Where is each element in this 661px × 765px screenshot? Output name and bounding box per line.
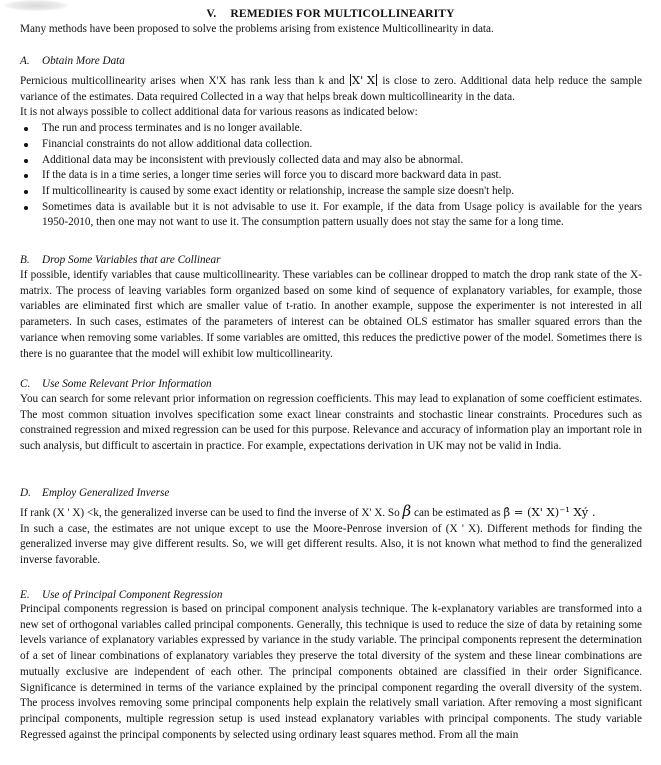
subsection-d-paragraph-2: In such a case, the estimates are not unique except to use the Moore-Penrose inversion of (X ' X). Different methods for finding the generalized inverse may give different results. So, we will get different results. Also, it is not known what method to find the generalized inverse favorable. bbox=[20, 522, 642, 567]
intro-paragraph: Many methods have been proposed to solve the problems arising from existence Multicollinearity in data. bbox=[20, 23, 494, 35]
beta-symbol: β bbox=[402, 502, 412, 520]
section-title bbox=[0, 6, 661, 22]
subsection-b-paragraph: If possible, identify variables that cause multicollinearity. These variables can be collinear dropped to match the drop rank state of the X- matrix. The process of leaving variables form organized based on some kind of sequence of explanatory variables, for example, those variables are eliminated first which are smaller value of t-ratio. In another example, suppose the experimenter is not interested in all parameters. In such cases, estimates of the parameters of interest can be obtained OLS estimator has smaller squared errors than the variance when removing some variables. If some variables are omitted, this reduces the predictive power of the model. Sometimes there is there is no guarantee that the model will exhibit low multicollinearity. bbox=[20, 269, 642, 360]
subsection-b-heading bbox=[20, 253, 220, 269]
list-item: Additional data may be inconsistent with previously collected data and may also be abnormal. bbox=[20, 153, 642, 169]
list-item: If the data is in a time series, a longer time series will force you to discard more backward data in past. bbox=[20, 168, 642, 184]
list-item: The run and process terminates and is no longer available. bbox=[20, 121, 642, 137]
subsection-d-letter: D. bbox=[20, 487, 31, 499]
subsection-d-paragraph-1 bbox=[20, 504, 642, 522]
section-intro bbox=[20, 22, 642, 38]
list-item: If multicollinearity is caused by some exact identity or relationship, increase the sample size doesn't help. bbox=[20, 184, 642, 200]
determinant-x-prime-x: X' X bbox=[351, 73, 376, 87]
beta-hat-formula: β̂ = (X' X)⁻¹ Xý . bbox=[503, 505, 596, 519]
d-p1-b: can be estimated as bbox=[413, 507, 501, 519]
subsection-d-body bbox=[20, 504, 642, 569]
subsection-c-letter: C. bbox=[20, 378, 31, 390]
section-number: V. bbox=[206, 7, 217, 20]
subsection-d-title: Employ Generalized Inverse bbox=[42, 487, 170, 499]
subsection-c-heading bbox=[20, 377, 212, 393]
subsection-d-heading bbox=[20, 486, 169, 502]
subsection-a-letter: A. bbox=[20, 55, 30, 67]
list-item: Sometimes data is available but it is not advisable to use it. For example, if the data from Usage policy is available for the years 1950-2010, then one may not want to use it. The consumption pattern usually does not stay the same for a long time. bbox=[20, 200, 642, 231]
subsection-e-letter: E. bbox=[20, 589, 30, 601]
subsection-e-body bbox=[20, 602, 642, 743]
subsection-a-paragraph-2: It is not always possible to collect additional data for various reasons as indicated below: bbox=[20, 106, 418, 119]
subsection-b-title: Drop Some Variables that are Collinear bbox=[42, 254, 221, 266]
subsection-b-body bbox=[20, 268, 642, 362]
subsection-b-letter: B. bbox=[20, 254, 30, 266]
subsection-a-body bbox=[20, 74, 642, 231]
reasons-list bbox=[20, 121, 642, 231]
subsection-c-title: Use Some Relevant Prior Information bbox=[42, 378, 212, 390]
subsection-c-body bbox=[20, 392, 642, 455]
subsection-c-paragraph: You can search for some relevant prior information on regression coefficients. This may lead to explanation of some coefficient estimates. The most common situation involves specification some exact linear constraints and stochastic linear constraints. Procedures such as constrained regression and mixed regression can be used for this purpose. Relevance and accuracy of information play an important role in such analysis, but difficult to ascertain in practice. For example, expectations derivation in UK may not be valid in India. bbox=[20, 393, 642, 453]
subsection-a-paragraph-1 bbox=[20, 74, 642, 105]
subsection-a-title: Obtain More Data bbox=[42, 55, 125, 67]
subsection-e-title: Use of Principal Component Regression bbox=[42, 589, 223, 601]
a-p1-pre: Pernicious multicollinearity arises when X'X has rank less than k and bbox=[20, 75, 345, 87]
section-title-text: REMEDIES FOR MULTICOLLINEARITY bbox=[230, 7, 455, 20]
d-p1-a: If rank (X ' X) <k, the generalized inverse can be used to find the inverse of X' X. So bbox=[20, 507, 400, 519]
list-item: Financial constraints do not allow additional data collection. bbox=[20, 137, 642, 153]
subsection-e-paragraph: Principal components regression is based on principal component analysis technique. The k-explanatory variables are transformed into a new set of orthogonal variables called principal components. Generally, this technique is used to reduce the size of data by retaining some levels variance of explanatory variables expressed by variance in the study variable. The principal components represent the determination of a set of linear combinations of explanatory variables they preserve the total diversity of the system and these linear combinations are mutually exclusive are independent of each other. The principal components obtained are classified in their order Significance. Significance is determined in terms of the variance explained by the principal component regarding the overall diversity of the system. The process involves removing some principal components help explain the relatively small variation. After removing a most significant principal components, multiple regression setup is used instead explanatory variables with principal components. The study variable Regressed against the principal components by selected using ordinary least squares method. From all the main bbox=[20, 603, 642, 741]
a-p1-post: is close to zero. Additional data help reduce the sample variance of the estimates. Data required Collected in a way that helps break down multicollinearity in the data. bbox=[20, 75, 643, 103]
subsection-a-heading bbox=[20, 54, 125, 70]
